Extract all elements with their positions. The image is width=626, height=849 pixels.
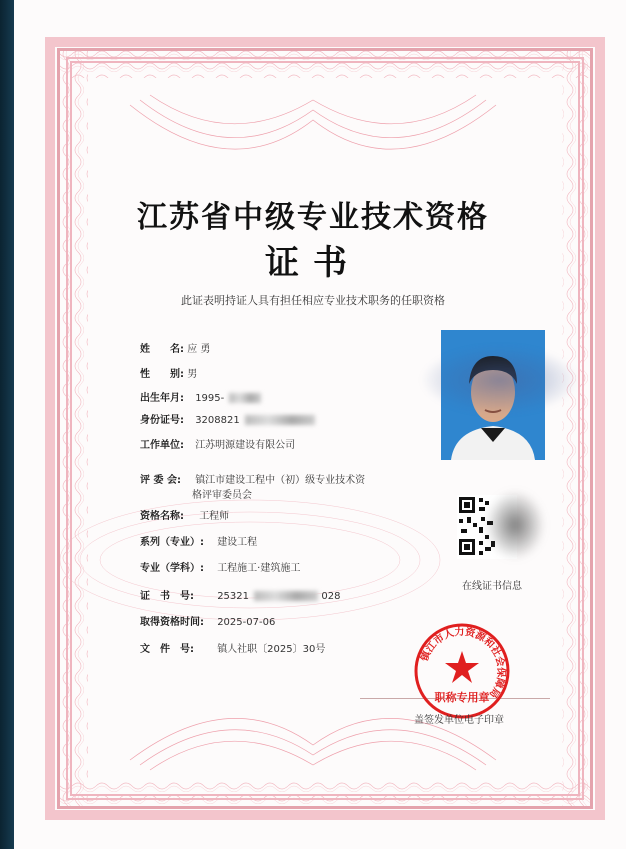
field-label: 文 件 号: <box>140 644 194 655</box>
field-value: 建设工程 <box>217 537 258 548</box>
field-major <box>140 559 300 574</box>
field-value: 格评审委员会 <box>192 490 252 501</box>
certificate-subtitle: 此证表明持证人具有担任相应专业技术职务的任职资格 <box>181 294 445 307</box>
seal-caption: 盖签发单位电子印章 <box>414 715 504 726</box>
field-series <box>140 533 257 548</box>
field-value: 镇人社职〔2025〕30号 <box>217 644 326 655</box>
field-employer <box>140 436 295 451</box>
field-label: 性 别: <box>140 369 184 380</box>
field-value: 3208821 <box>195 415 240 426</box>
face-redaction <box>420 345 580 415</box>
field-value-suffix: 028 <box>321 591 341 602</box>
field-value: 1995- <box>195 393 225 404</box>
redaction-blur <box>229 393 261 403</box>
field-value: 工程施工·建筑施工 <box>217 563 301 574</box>
field-name <box>140 340 210 355</box>
field-id <box>140 411 315 426</box>
field-label: 工作单位: <box>140 440 184 451</box>
field-committee-cont <box>192 486 252 501</box>
field-date <box>140 613 275 628</box>
field-label: 出生年月: <box>140 393 184 404</box>
qr-redaction <box>485 490 545 560</box>
field-label: 专业（学科）: <box>140 563 204 574</box>
field-label: 身份证号: <box>140 415 184 426</box>
field-cert-no <box>140 587 340 602</box>
field-label: 姓 名: <box>140 344 184 355</box>
field-label: 资格名称: <box>140 511 184 522</box>
field-label: 系列（专业）: <box>140 537 204 548</box>
field-label: 评 委 会: <box>140 475 181 486</box>
certificate-title: 江苏省中级专业技术资格 <box>137 200 489 235</box>
field-value: 25321 <box>217 591 249 602</box>
field-value: 男 <box>187 369 198 380</box>
seal-ring-text: 镇江市人力资源和社会保障局 <box>419 626 507 700</box>
field-value: 2025-07-06 <box>217 617 276 628</box>
field-value: 镇江市建设工程中（初）级专业技术资 <box>195 475 366 486</box>
field-doc <box>140 640 325 655</box>
field-label: 取得资格时间: <box>140 617 204 628</box>
field-value: 工程师 <box>199 511 230 522</box>
field-qualification <box>140 507 229 522</box>
field-value: 应 勇 <box>187 344 211 355</box>
field-gender <box>140 365 197 380</box>
qr-caption: 在线证书信息 <box>462 581 522 592</box>
redaction-blur <box>245 415 315 425</box>
redaction-blur <box>254 591 318 601</box>
field-label: 证 书 号: <box>140 591 194 602</box>
seal-center-text: 职称专用章 <box>434 691 490 704</box>
field-committee <box>140 471 365 486</box>
certificate-title-line2: 证书 <box>265 243 361 283</box>
field-birth <box>140 389 261 404</box>
official-seal <box>412 621 512 721</box>
field-value: 江苏明源建设有限公司 <box>195 440 296 451</box>
